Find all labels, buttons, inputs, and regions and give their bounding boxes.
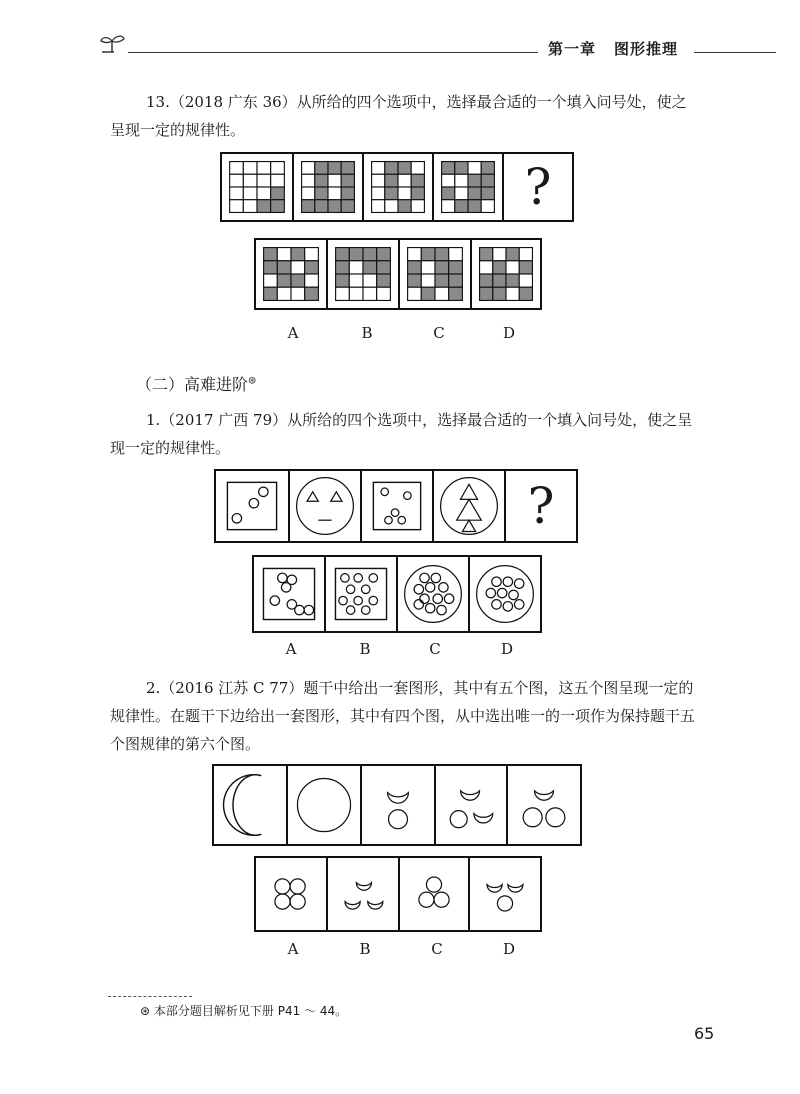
grid-cell: [449, 248, 463, 261]
circle-shape: [439, 583, 448, 592]
circle-shape: [509, 590, 518, 599]
circle-shape: [426, 877, 441, 892]
q13-label-c: C: [433, 324, 445, 342]
shaded-cell: [481, 187, 494, 200]
grid-cell: [257, 162, 271, 175]
circle-shape: [437, 605, 446, 614]
grid-cell: [305, 248, 319, 261]
shaded-cell: [408, 261, 422, 274]
grid-cell: [411, 200, 424, 213]
triangle-shape: [462, 520, 475, 531]
circle-shape: [270, 596, 279, 605]
grid-cell: [230, 187, 244, 200]
grid-cell: [243, 200, 257, 213]
shaded-cell: [506, 248, 519, 261]
circle-shape: [492, 577, 501, 586]
crescent-shape: [508, 885, 523, 893]
page-number: 65: [694, 1024, 715, 1043]
shaded-cell: [435, 248, 449, 261]
shaded-cell: [385, 174, 398, 187]
outer-circle: [477, 566, 534, 623]
shaded-cell: [264, 248, 278, 261]
q2-stem-row: [214, 764, 582, 846]
shaded-cell: [435, 261, 449, 274]
circle-shape: [259, 487, 268, 496]
grid-cell: [243, 162, 257, 175]
q1-stem-figure-2: [288, 469, 362, 543]
circle-shape: [361, 585, 370, 594]
circle-shape: [514, 600, 523, 609]
shaded-cell: [421, 248, 435, 261]
shaded-cell: [257, 200, 271, 213]
circle-shape: [361, 606, 370, 615]
grid-cell: [398, 174, 411, 187]
grid-cell: [455, 187, 468, 200]
circle-shape: [232, 514, 241, 523]
grid-cell: [243, 174, 257, 187]
q2-stem-figure-2: [286, 764, 362, 846]
q1-label-d: D: [500, 640, 514, 658]
grid-cell: [291, 287, 305, 300]
q13-question-cell: [502, 152, 574, 222]
chapter-label: 第一章: [548, 40, 597, 58]
shaded-cell: [480, 274, 493, 287]
crescent-shape: [535, 791, 554, 800]
grid-cell: [271, 174, 285, 187]
shaded-cell: [363, 261, 377, 274]
grid-cell: [372, 187, 385, 200]
shaded-cell: [305, 261, 319, 274]
shaded-cell: [506, 274, 519, 287]
shaded-cell: [449, 287, 463, 300]
shaded-cell: [377, 274, 391, 287]
grid-cell: [455, 174, 468, 187]
triangle-shape: [331, 492, 342, 501]
grid-cell: [243, 187, 257, 200]
circle-shape: [497, 896, 512, 911]
circle-shape: [354, 574, 363, 583]
grid-cell: [302, 187, 315, 200]
circle-shape: [290, 894, 305, 909]
crescent-shape: [368, 902, 383, 910]
q2-option-d[interactable]: [468, 856, 542, 932]
crescent-shape: [356, 883, 371, 891]
circle-shape: [486, 588, 495, 597]
grid-cell: [372, 162, 385, 175]
q1-stem-figure-1: [214, 469, 290, 543]
grid-cell: [328, 187, 341, 200]
grid-cell: [506, 287, 519, 300]
grid-cell: [336, 287, 350, 300]
circle-shape: [381, 488, 389, 496]
grid-cell: [230, 174, 244, 187]
grid-cell: [411, 162, 424, 175]
circle-shape: [492, 600, 501, 609]
shaded-cell: [481, 162, 494, 175]
shaded-cell: [385, 162, 398, 175]
q2-option-b[interactable]: [326, 856, 400, 932]
shaded-cell: [493, 261, 506, 274]
shaded-cell: [341, 174, 354, 187]
q13-option-c[interactable]: [398, 238, 472, 310]
shaded-cell: [377, 248, 391, 261]
q2-stem-figure-4: [434, 764, 508, 846]
q1-stem-figure-3: [360, 469, 434, 543]
crescent-shape: [474, 814, 493, 823]
grid-cell: [230, 200, 244, 213]
grid-cell: [519, 248, 532, 261]
question-13-text: 13.（2018 广东 36）从所给的四个选项中，选择最合适的一个填入问号处，使之呈现一定的规律性。: [110, 93, 687, 139]
q13-stem-figure-3: [362, 152, 434, 222]
shaded-cell: [291, 248, 305, 261]
q13-stem-row: [222, 152, 574, 222]
circle-shape: [391, 509, 399, 517]
shaded-cell: [442, 162, 455, 175]
grid-cell: [421, 274, 435, 287]
grid-cell: [372, 174, 385, 187]
q2-option-a[interactable]: [254, 856, 328, 932]
shaded-cell: [341, 200, 354, 213]
circle-shape: [341, 574, 350, 583]
outer-square: [335, 568, 386, 619]
q13-label-d: D: [502, 324, 516, 342]
grid-cell: [421, 261, 435, 274]
circle-shape: [369, 574, 378, 583]
grid-cell: [506, 261, 519, 274]
q2-label-a: A: [287, 940, 299, 958]
shaded-cell: [480, 287, 493, 300]
shaded-cell: [468, 200, 481, 213]
shaded-cell: [480, 248, 493, 261]
q2-option-c[interactable]: [398, 856, 470, 932]
circle-shape: [497, 588, 506, 597]
circle-shape: [281, 583, 290, 592]
shaded-cell: [336, 274, 350, 287]
q1-option-c[interactable]: [396, 555, 470, 633]
circle-shape: [503, 577, 512, 586]
circle-shape: [450, 811, 467, 828]
grid-cell: [480, 261, 493, 274]
crescent-shape: [461, 791, 480, 800]
q2-stem-figure-5: [506, 764, 582, 846]
q2-options-row: [256, 856, 542, 932]
circle-shape: [389, 810, 408, 829]
question-1-text: 1.（2017 广西 79）从所给的四个选项中，选择最合适的一个填入问号处，使之呈现一定的规律性。: [110, 411, 693, 457]
shaded-cell: [421, 287, 435, 300]
grid-cell: [305, 274, 319, 287]
grid-cell: [264, 274, 278, 287]
shaded-cell: [328, 200, 341, 213]
grid-cell: [442, 174, 455, 187]
triangle-shape: [457, 499, 482, 520]
shaded-cell: [411, 174, 424, 187]
q13-stem-figure-2: [292, 152, 364, 222]
chapter-title: 图形推理: [614, 40, 679, 58]
circle-shape: [514, 579, 523, 588]
circle-shape: [419, 892, 434, 907]
circle-shape: [420, 573, 429, 582]
shaded-cell: [302, 200, 315, 213]
q1-stem-row: [216, 469, 578, 543]
grid-cell: [372, 200, 385, 213]
shaded-cell: [315, 174, 328, 187]
grid-cell: [271, 162, 285, 175]
circle-shape: [346, 585, 355, 594]
grid-cell: [435, 287, 449, 300]
shaded-cell: [481, 174, 494, 187]
section-title-text: （二）高难进阶: [136, 375, 249, 394]
footnote-rule: [108, 996, 192, 997]
shaded-cell: [455, 162, 468, 175]
shaded-cell: [291, 274, 305, 287]
outer-circle: [297, 478, 354, 535]
circle-shape: [414, 585, 423, 594]
circle-shape: [523, 808, 542, 827]
circle-shape: [414, 600, 423, 609]
grid-cell: [398, 187, 411, 200]
grid-cell: [408, 248, 422, 261]
footnote-mark: ⊛: [140, 1004, 151, 1018]
triangle-shape: [460, 484, 477, 499]
grid-cell: [230, 162, 244, 175]
shaded-cell: [455, 200, 468, 213]
circle-shape: [431, 573, 440, 582]
q1-label-c: C: [429, 640, 441, 658]
q1-question-cell: [504, 469, 578, 543]
shaded-cell: [435, 274, 449, 287]
footnote-text: 本部分题目解析见下册 P41 ～ 44。: [153, 1004, 348, 1018]
shaded-cell: [363, 248, 377, 261]
large-crescent: [224, 775, 262, 836]
crescent-shape: [487, 885, 502, 893]
grid-cell: [481, 200, 494, 213]
circle-shape: [290, 879, 305, 894]
grid-cell: [377, 287, 391, 300]
q1-label-a: A: [285, 640, 297, 658]
q1-stem-figure-4: [432, 469, 506, 543]
shaded-cell: [271, 187, 285, 200]
shaded-cell: [336, 248, 350, 261]
q1-option-a[interactable]: [252, 555, 326, 633]
section-title: [136, 372, 256, 395]
grid-cell: [408, 287, 422, 300]
shaded-cell: [264, 261, 278, 274]
crescent-shape: [388, 793, 409, 803]
crescent-shape: [345, 902, 360, 910]
q1-options-row: [254, 555, 542, 633]
grid-cell: [349, 261, 363, 274]
shaded-cell: [341, 162, 354, 175]
grid-cell: [257, 187, 271, 200]
circle-shape: [433, 594, 442, 603]
q2-stem-figure-1: [212, 764, 288, 846]
section-mark: ⊛: [248, 375, 257, 387]
grid-cell: [442, 200, 455, 213]
outer-square: [373, 482, 420, 529]
grid-cell: [302, 162, 315, 175]
circle-shape: [275, 879, 290, 894]
circle-shape: [249, 498, 258, 507]
shaded-cell: [385, 187, 398, 200]
circle-shape: [420, 594, 429, 603]
q13-option-d[interactable]: [470, 238, 542, 310]
question-2-text: 2.（2016 江苏 C 77）题干中给出一套图形，其中有五个图，这五个图呈现一定的规律性。在题干下边给出一套图形，其中有四个图，从中选出唯一的一项作为保持题干五个图规律的第六个图。: [110, 679, 696, 753]
grid-cell: [291, 261, 305, 274]
circle-shape: [434, 892, 449, 907]
circle-shape: [339, 596, 348, 605]
q13-label-b: B: [361, 324, 373, 342]
shaded-cell: [271, 200, 285, 213]
shaded-cell: [341, 187, 354, 200]
shaded-cell: [349, 248, 363, 261]
grid-cell: [363, 274, 377, 287]
q1-label-b: B: [359, 640, 371, 658]
header-rule-right: [694, 52, 776, 53]
circle-shape: [278, 573, 287, 582]
grid-cell: [277, 287, 291, 300]
sprout-icon: [98, 30, 128, 56]
shaded-cell: [315, 187, 328, 200]
shaded-cell: [493, 287, 506, 300]
q13-label-a: A: [287, 324, 299, 342]
shaded-cell: [328, 162, 341, 175]
shaded-cell: [408, 274, 422, 287]
q2-label-d: D: [502, 940, 516, 958]
running-header: [548, 38, 678, 59]
footnote: [140, 1002, 347, 1019]
circle-shape: [425, 583, 434, 592]
circle-shape: [404, 492, 412, 500]
circle-shape: [304, 605, 313, 614]
header-rule-left: [128, 52, 538, 53]
shaded-cell: [442, 187, 455, 200]
shaded-cell: [277, 274, 291, 287]
triangle-shape: [307, 492, 318, 501]
circle-shape: [354, 596, 363, 605]
grid-cell: [468, 162, 481, 175]
circle-shape: [369, 596, 378, 605]
circle-shape: [503, 602, 512, 611]
circle-shape: [385, 516, 393, 524]
large-circle: [297, 778, 350, 831]
shaded-cell: [468, 187, 481, 200]
shaded-cell: [493, 274, 506, 287]
q13-option-a[interactable]: [254, 238, 328, 310]
shaded-cell: [305, 287, 319, 300]
shaded-cell: [336, 261, 350, 274]
grid-cell: [363, 287, 377, 300]
q2-stem-figure-3: [360, 764, 436, 846]
question-mark: ?: [524, 158, 552, 216]
shaded-cell: [377, 261, 391, 274]
shaded-cell: [449, 274, 463, 287]
grid-cell: [349, 287, 363, 300]
q1-option-d[interactable]: [468, 555, 542, 633]
shaded-cell: [519, 287, 532, 300]
outer-circle: [441, 478, 498, 535]
circle-shape: [346, 606, 355, 615]
circle-shape: [275, 894, 290, 909]
shaded-cell: [315, 162, 328, 175]
grid-cell: [328, 174, 341, 187]
grid-cell: [349, 274, 363, 287]
q13-stem-figure-4: [432, 152, 504, 222]
grid-cell: [277, 248, 291, 261]
q2-label-c: C: [431, 940, 443, 958]
shaded-cell: [449, 261, 463, 274]
shaded-cell: [519, 261, 532, 274]
q2-label-b: B: [359, 940, 371, 958]
q13-option-b[interactable]: [326, 238, 400, 310]
grid-cell: [493, 248, 506, 261]
grid-cell: [302, 174, 315, 187]
grid-cell: [519, 274, 532, 287]
circle-shape: [546, 808, 565, 827]
shaded-cell: [411, 187, 424, 200]
grid-cell: [257, 174, 271, 187]
circle-shape: [425, 603, 434, 612]
shaded-cell: [398, 200, 411, 213]
shaded-cell: [264, 287, 278, 300]
circle-shape: [295, 605, 304, 614]
question-mark: ?: [527, 477, 555, 535]
q1-option-b[interactable]: [324, 555, 398, 633]
circle-shape: [444, 594, 453, 603]
shaded-cell: [315, 200, 328, 213]
circle-shape: [398, 516, 406, 524]
shaded-cell: [468, 174, 481, 187]
q13-stem-figure-1: [220, 152, 294, 222]
shaded-cell: [277, 261, 291, 274]
shaded-cell: [398, 162, 411, 175]
grid-cell: [385, 200, 398, 213]
q13-options-row: [256, 238, 542, 310]
